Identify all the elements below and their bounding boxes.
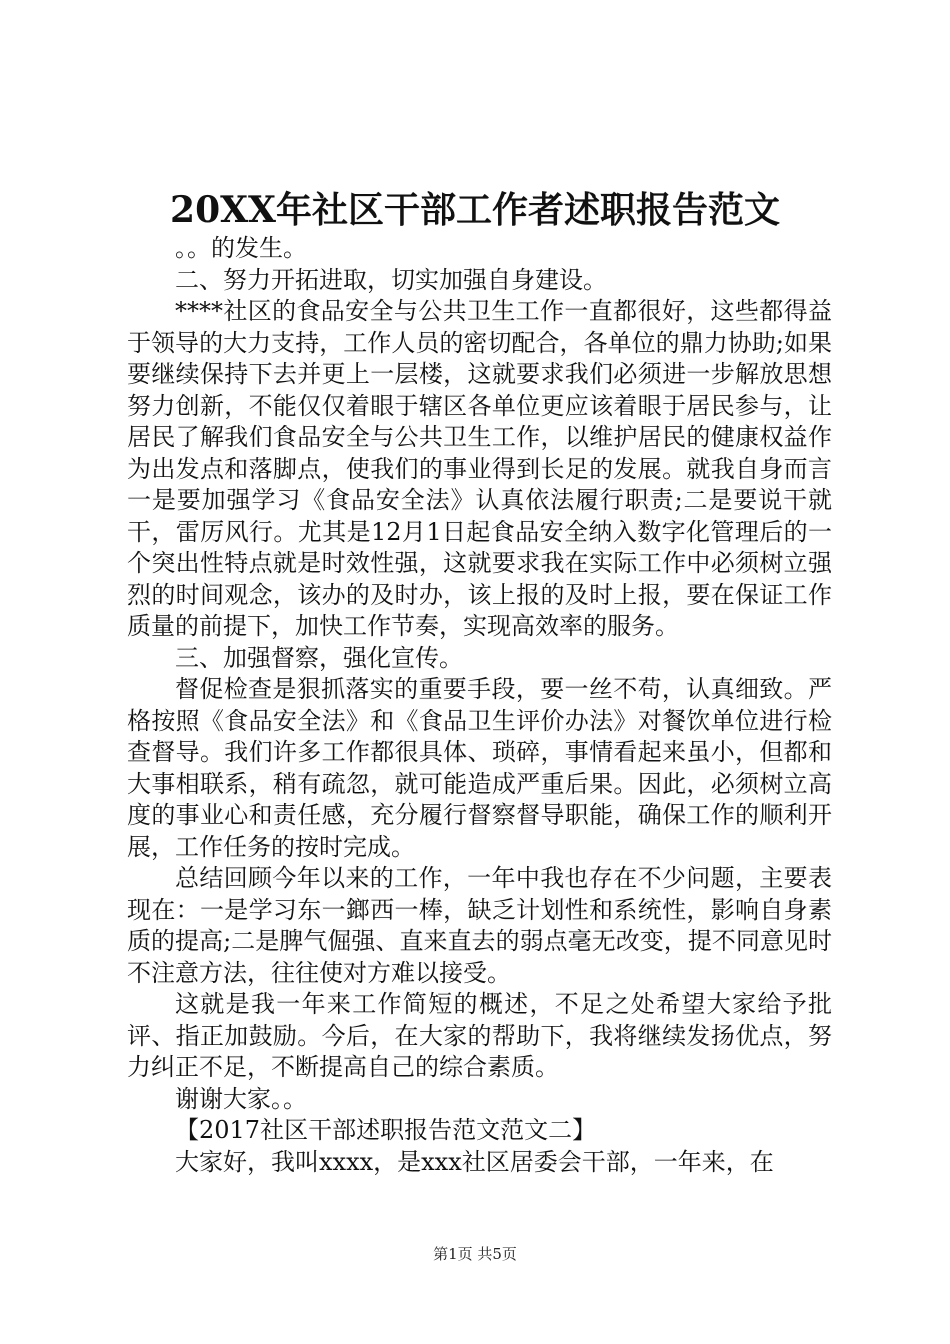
paragraph: 这就是我一年来工作简短的概述，不足之处希望大家给予批评、指正加鼓励。今后，在大家的帮助下，我将继续发扬优点，努力纠正不足，不断提高自己的综合素质。	[127, 990, 832, 1081]
section-heading: 三、加强督察，强化宣传。	[175, 643, 463, 672]
paragraph: 大家好，我叫xxxx，是xxx社区居委会干部，一年来，在	[175, 1147, 774, 1176]
paragraph: 总结回顾今年以来的工作，一年中我也存在不少问题，主要表现在：一是学习东一鎯西一棒，缺乏计划性和系统性，影响自身素质的提高;二是脾气倔强、直来直去的弱点毫无改变，提不同意见时不注意方法，往往使对方难以接受。	[127, 864, 832, 987]
section-heading: 【2017社区干部述职报告范文范文二】	[175, 1116, 597, 1144]
paragraph: ****社区的食品安全与公共卫生工作一直都很好，这些都得益于领导的大力支持，工作人员的密切配合，各单位的鼎力协助;如果要继续保持下去并更上一层楼，这就要求我们必须进一步解放思想努力创新，不能仅仅着眼于辖区各单位更应该着眼于居民参与，让居民了解我们食品安全与公共卫生工作，以维护居民的健康权益作为出发点和落脚点，使我们的事业得到长足的发展。就我自身而言一是要加强学习《食品安全法》认真依法履行职责;二是要说干就干，雷厉风行。尤其是12月1日起食品安全纳入数字化管理后的一个突出性特点就是时效性强，这就要求我在实际工作中必须树立强烈的时间观念，该办的及时办，该上报的及时上报，要在保证工作质量的前提下，加快工作节奏，实现高效率的服务。	[127, 297, 832, 640]
paragraph: 。。的发生。	[175, 234, 307, 262]
page-footer	[0, 1244, 950, 1264]
document-title: 20XX年社区干部工作者述职报告范文	[170, 189, 780, 231]
section-heading: 二、努力开拓进取，切实加强自身建设。	[175, 265, 607, 294]
document-body	[127, 233, 832, 1178]
page-indicator: 第1页 共5页	[433, 1245, 517, 1263]
paragraph: 督促检查是狠抓落实的重要手段，要一丝不苟，认真细致。严格按照《食品安全法》和《食品卫生评价办法》对餐饮单位进行检查督导。我们许多工作都很具体、琐碎，事情看起来虽小，但都和大事相联系，稍有疏忽，就可能造成严重后果。因此，必须树立高度的事业心和责任感，充分履行督察督导职能，确保工作的顺利开展，工作任务的按时完成。	[127, 675, 832, 861]
paragraph: 谢谢大家。。	[175, 1084, 307, 1113]
